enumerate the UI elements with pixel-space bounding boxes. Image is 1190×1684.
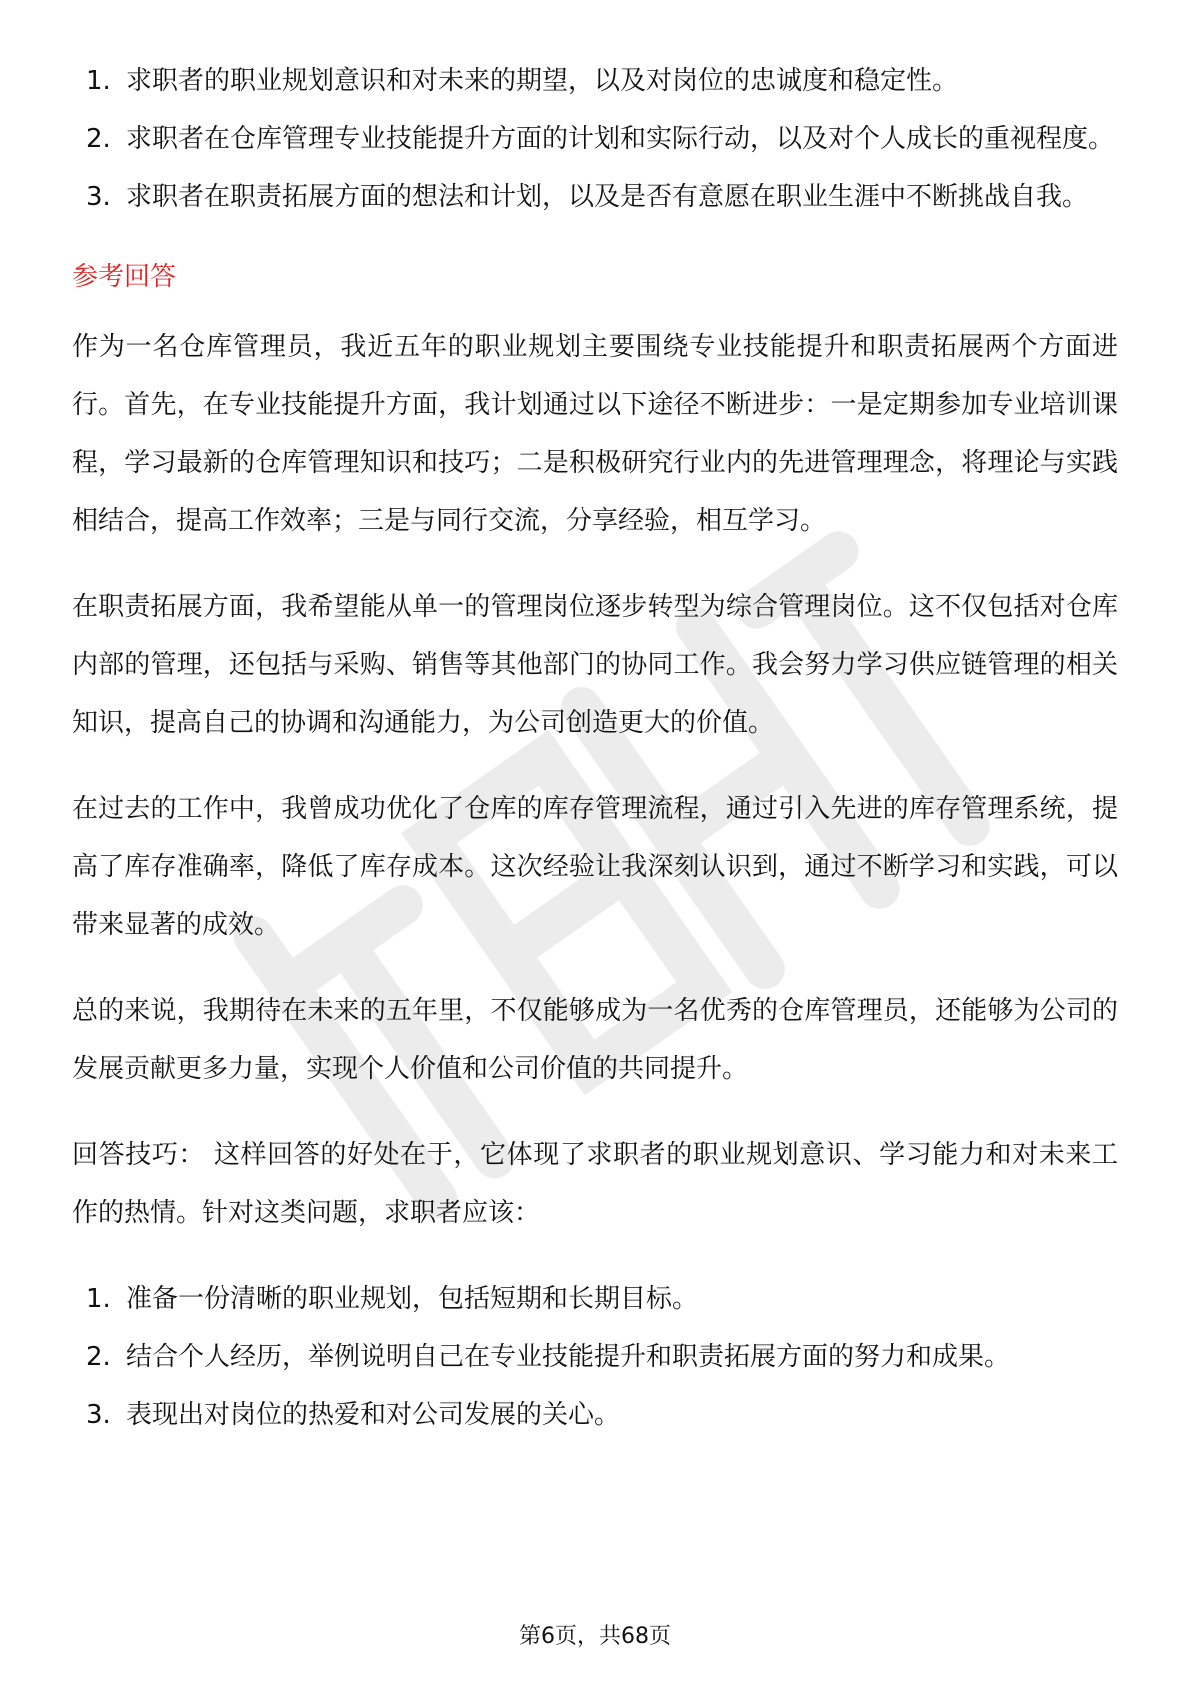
list-number: 2.: [86, 1342, 111, 1372]
list-number: 1.: [86, 1284, 111, 1314]
section-heading: 参考回答: [72, 262, 177, 292]
question-points-list: [72, 52, 1118, 226]
list-item-text: 表现出对岗位的热爱和对公司发展的关心。: [126, 1400, 621, 1430]
list-item-text: 准备一份清晰的职业规划，包括短期和长期目标。: [126, 1284, 699, 1314]
list-number: 3.: [86, 1400, 111, 1430]
list-item: [72, 1386, 1118, 1444]
list-item: [72, 1270, 1118, 1328]
answer-paragraph: 总的来说，我期待在未来的五年里，不仅能够成为一名优秀的仓库管理员，还能够为公司的发展贡献更多力量，实现个人价值和公司价值的共同提升。: [72, 996, 1118, 1084]
list-item: [72, 110, 1118, 168]
list-number: 2.: [86, 124, 111, 154]
list-item-text: 求职者的职业规划意识和对未来的期望，以及对岗位的忠诚度和稳定性。: [126, 66, 959, 96]
list-item-text: 求职者在职责拓展方面的想法和计划，以及是否有意愿在职业生涯中不断挑战自我。: [126, 182, 1089, 212]
list-item: [72, 52, 1118, 110]
list-item: [72, 168, 1118, 226]
tips-list: [72, 1270, 1118, 1444]
answer-paragraph: 在过去的工作中，我曾成功优化了仓库的库存管理流程，通过引入先进的库存管理系统，提高了库存准确率，降低了库存成本。这次经验让我深刻认识到，通过不断学习和实践，可以带来显著的成效。: [72, 794, 1118, 940]
list-number: 1.: [86, 66, 111, 96]
list-item-text: 结合个人经历，举例说明自己在专业技能提升和职责拓展方面的努力和成果。: [126, 1342, 1011, 1372]
list-item: [72, 1328, 1118, 1386]
answer-paragraph: 在职责拓展方面，我希望能从单一的管理岗位逐步转型为综合管理岗位。这不仅包括对仓库内部的管理，还包括与采购、销售等其他部门的协同工作。我会努力学习供应链管理的相关知识，提高自己的协调和沟通能力，为公司创造更大的价值。: [72, 592, 1118, 738]
page-number-footer: 第6页，共68页: [519, 1624, 671, 1649]
main-content: [72, 52, 1118, 1444]
list-item-text: 求职者在仓库管理专业技能提升方面的计划和实际行动，以及对个人成长的重视程度。: [126, 124, 1115, 154]
tips-paragraph: 回答技巧： 这样回答的好处在于，它体现了求职者的职业规划意识、学习能力和对未来工作的热情。针对这类问题，求职者应该：: [72, 1140, 1118, 1228]
list-number: 3.: [86, 182, 111, 212]
answer-paragraph: 作为一名仓库管理员，我近五年的职业规划主要围绕专业技能提升和职责拓展两个方面进行。首先，在专业技能提升方面，我计划通过以下途径不断进步：一是定期参加专业培训课程，学习最新的仓库管理知识和技巧；二是积极研究行业内的先进管理理念，将理论与实践相结合，提高工作效率；三是与同行交流，分享经验，相互学习。: [72, 332, 1118, 536]
